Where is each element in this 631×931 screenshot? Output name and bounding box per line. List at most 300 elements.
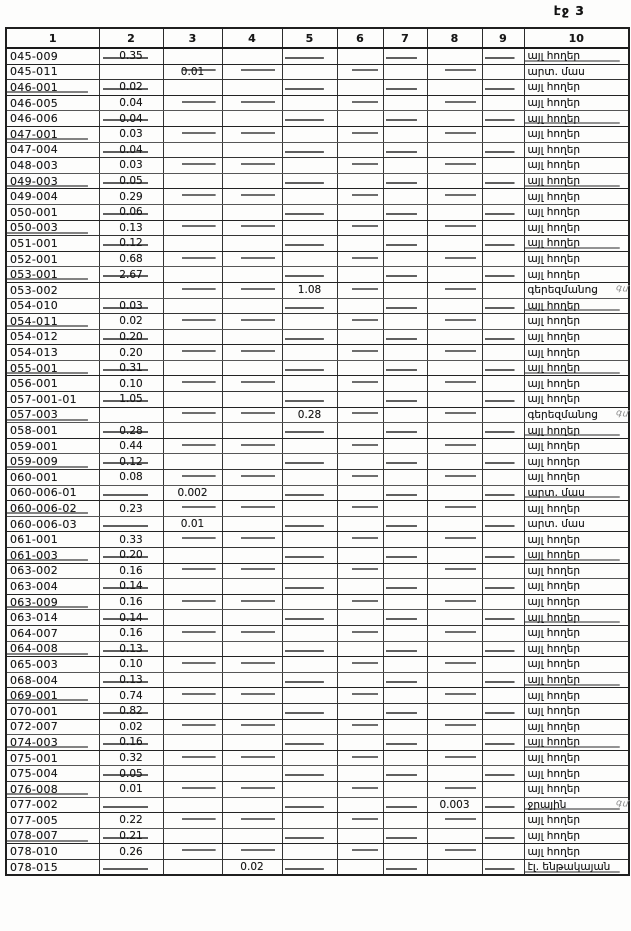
table-cell	[222, 781, 282, 797]
table-row	[6, 641, 629, 657]
table-header	[6, 28, 629, 48]
table-cell	[482, 267, 524, 283]
table-cell	[482, 48, 524, 64]
table-cell	[222, 282, 282, 298]
table-row	[6, 657, 629, 673]
table-cell	[99, 282, 163, 298]
table-cell: այլ հողեր	[524, 828, 629, 844]
table-cell	[163, 641, 222, 657]
table-cell: 076-008	[6, 781, 99, 797]
table-cell: 048-003	[6, 158, 99, 174]
table-cell	[282, 314, 337, 330]
table-cell	[222, 828, 282, 844]
table-row	[6, 126, 629, 142]
table-cell	[163, 813, 222, 829]
table-cell	[222, 516, 282, 532]
table-cell	[482, 126, 524, 142]
table-row	[6, 298, 629, 314]
table-row	[6, 142, 629, 158]
table-cell	[99, 64, 163, 80]
table-cell	[383, 470, 427, 486]
table-cell	[482, 392, 524, 408]
table-cell: այլ հողեր	[524, 314, 629, 330]
table-cell: այլ հողեր	[524, 95, 629, 111]
table-cell: 0.08	[99, 470, 163, 486]
table-cell: 0.33	[99, 532, 163, 548]
table-cell	[282, 548, 337, 564]
table-cell	[337, 594, 383, 610]
table-cell	[282, 454, 337, 470]
table-cell	[427, 672, 482, 688]
table-cell	[337, 329, 383, 345]
table-cell	[163, 267, 222, 283]
table-cell	[482, 625, 524, 641]
table-cell	[482, 516, 524, 532]
table-cell: այլ հողեր	[524, 298, 629, 314]
table-cell: գերեզմանոց	[524, 407, 629, 423]
table-cell	[427, 64, 482, 80]
table-cell	[482, 594, 524, 610]
table-cell	[482, 813, 524, 829]
table-cell: 064-008	[6, 641, 99, 657]
table-cell	[337, 797, 383, 813]
table-cell	[482, 563, 524, 579]
table-cell	[222, 80, 282, 96]
table-cell	[482, 189, 524, 205]
table-cell	[427, 376, 482, 392]
table-cell: այլ հողեր	[524, 236, 629, 252]
table-cell	[482, 345, 524, 361]
table-cell: 0.01	[163, 64, 222, 80]
table-cell	[383, 781, 427, 797]
table-row	[6, 80, 629, 96]
table-cell	[337, 204, 383, 220]
column-header: 2	[99, 28, 163, 48]
table-cell	[163, 719, 222, 735]
table-row	[6, 750, 629, 766]
table-cell	[427, 579, 482, 595]
table-cell	[482, 173, 524, 189]
table-cell	[427, 80, 482, 96]
table-cell	[222, 688, 282, 704]
table-cell	[282, 781, 337, 797]
table-cell	[383, 532, 427, 548]
table-cell	[383, 516, 427, 532]
table-cell	[337, 579, 383, 595]
table-cell	[427, 329, 482, 345]
table-cell	[99, 797, 163, 813]
table-cell: 069-001	[6, 688, 99, 704]
table-cell	[482, 672, 524, 688]
table-cell: 0.002	[163, 485, 222, 501]
table-cell	[383, 844, 427, 860]
table-cell	[222, 360, 282, 376]
table-cell	[163, 48, 222, 64]
table-cell: 047-001	[6, 126, 99, 142]
table-cell	[383, 688, 427, 704]
table-cell	[337, 142, 383, 158]
table-cell	[282, 80, 337, 96]
table-cell: 046-006	[6, 111, 99, 127]
table-cell	[222, 501, 282, 517]
table-cell	[222, 672, 282, 688]
table-cell	[99, 407, 163, 423]
table-cell	[383, 360, 427, 376]
table-cell: 0.28	[282, 407, 337, 423]
table-cell	[337, 657, 383, 673]
table-cell	[427, 501, 482, 517]
table-cell: այլ հողեր	[524, 641, 629, 657]
table-cell	[282, 267, 337, 283]
table-cell	[282, 844, 337, 860]
table-cell	[383, 719, 427, 735]
table-row	[6, 735, 629, 751]
table-cell	[337, 548, 383, 564]
table-cell	[383, 95, 427, 111]
table-cell	[383, 407, 427, 423]
table-cell	[482, 641, 524, 657]
table-cell	[383, 111, 427, 127]
table-cell	[337, 703, 383, 719]
table-cell	[383, 48, 427, 64]
table-cell	[163, 797, 222, 813]
table-cell	[163, 345, 222, 361]
table-cell	[427, 813, 482, 829]
table-row	[6, 438, 629, 454]
table-row	[6, 470, 629, 486]
table-cell: 063-009	[6, 594, 99, 610]
column-header: 9	[482, 28, 524, 48]
table-row	[6, 251, 629, 267]
table-cell: 054-013	[6, 345, 99, 361]
table-cell	[222, 657, 282, 673]
table-cell	[222, 454, 282, 470]
table-cell	[282, 766, 337, 782]
table-cell	[222, 813, 282, 829]
table-row	[6, 64, 629, 80]
table-cell	[337, 407, 383, 423]
table-cell: 0.02	[99, 719, 163, 735]
table-cell: 054-012	[6, 329, 99, 345]
table-cell: 0.23	[99, 501, 163, 517]
table-row	[6, 407, 629, 423]
table-cell	[282, 236, 337, 252]
table-cell	[337, 126, 383, 142]
table-cell	[222, 95, 282, 111]
column-header: 10	[524, 28, 629, 48]
table-cell	[282, 750, 337, 766]
table-cell	[383, 548, 427, 564]
table-cell: այլ հողեր	[524, 454, 629, 470]
table-cell: 047-004	[6, 142, 99, 158]
table-cell: այլ հողեր	[524, 766, 629, 782]
table-cell	[482, 111, 524, 127]
table-cell	[222, 204, 282, 220]
table-cell	[383, 267, 427, 283]
column-header: 7	[383, 28, 427, 48]
table-cell	[337, 781, 383, 797]
table-cell	[427, 204, 482, 220]
table-cell	[427, 142, 482, 158]
column-header: 3	[163, 28, 222, 48]
table-cell	[99, 859, 163, 875]
table-cell: 078-015	[6, 859, 99, 875]
table-cell	[383, 173, 427, 189]
table-cell	[337, 345, 383, 361]
table-row	[6, 781, 629, 797]
table-cell: 059-001	[6, 438, 99, 454]
table-cell: այլ հողեր	[524, 376, 629, 392]
table-cell	[482, 532, 524, 548]
table-cell	[383, 828, 427, 844]
table-cell	[337, 360, 383, 376]
table-cell	[427, 532, 482, 548]
table-cell: 0.03	[99, 298, 163, 314]
table-cell	[222, 735, 282, 751]
table-row	[6, 454, 629, 470]
table-cell	[282, 64, 337, 80]
table-cell	[427, 828, 482, 844]
table-row	[6, 314, 629, 330]
table-cell	[337, 282, 383, 298]
table-cell	[163, 548, 222, 564]
table-cell	[482, 750, 524, 766]
table-cell	[427, 844, 482, 860]
table-cell	[222, 797, 282, 813]
table-row	[6, 813, 629, 829]
table-cell: 0.01	[99, 781, 163, 797]
table-cell: այլ հողեր	[524, 267, 629, 283]
table-cell	[163, 828, 222, 844]
table-cell	[427, 360, 482, 376]
table-cell: այլ հողեր	[524, 501, 629, 517]
table-cell	[427, 189, 482, 205]
table-cell	[282, 688, 337, 704]
table-cell	[282, 563, 337, 579]
table-cell	[482, 688, 524, 704]
table-cell	[383, 142, 427, 158]
table-cell	[163, 407, 222, 423]
table-cell	[163, 625, 222, 641]
table-cell: էլ. ենթակայան	[524, 859, 629, 875]
table-cell	[482, 220, 524, 236]
table-cell: այլ հողեր	[524, 329, 629, 345]
table-cell	[383, 126, 427, 142]
table-cell: 0.05	[99, 173, 163, 189]
table-cell: այլ հողեր	[524, 688, 629, 704]
table-cell: 074-003	[6, 735, 99, 751]
table-cell	[222, 111, 282, 127]
table-cell	[383, 625, 427, 641]
table-cell	[222, 345, 282, 361]
table-cell: 0.14	[99, 610, 163, 626]
table-cell: այլ հողեր	[524, 610, 629, 626]
table-cell	[482, 454, 524, 470]
table-cell	[337, 267, 383, 283]
table-cell: 0.06	[99, 204, 163, 220]
table-cell: այլ հողեր	[524, 423, 629, 439]
table-cell	[282, 594, 337, 610]
table-cell	[163, 781, 222, 797]
table-cell	[222, 703, 282, 719]
table-cell: այլ հողեր	[524, 470, 629, 486]
table-cell	[282, 641, 337, 657]
table-cell	[337, 251, 383, 267]
table-cell	[427, 641, 482, 657]
table-cell: 0.13	[99, 641, 163, 657]
table-cell	[222, 750, 282, 766]
table-cell	[383, 345, 427, 361]
table-row	[6, 797, 629, 813]
table-cell	[337, 859, 383, 875]
table-row	[6, 282, 629, 298]
table-cell	[427, 735, 482, 751]
table-cell	[337, 672, 383, 688]
table-cell	[163, 532, 222, 548]
table-cell	[163, 703, 222, 719]
table-cell: 2.67	[99, 267, 163, 283]
table-cell	[282, 438, 337, 454]
table-row	[6, 766, 629, 782]
table-cell	[383, 220, 427, 236]
table-cell	[163, 672, 222, 688]
table-cell	[383, 672, 427, 688]
table-cell	[383, 80, 427, 96]
table-row	[6, 360, 629, 376]
table-cell: 0.04	[99, 95, 163, 111]
table-cell: 0.13	[99, 672, 163, 688]
table-cell	[163, 735, 222, 751]
table-cell	[282, 859, 337, 875]
table-cell	[482, 142, 524, 158]
table-cell: 0.16	[99, 735, 163, 751]
table-cell: այլ հողեր	[524, 548, 629, 564]
table-cell	[337, 423, 383, 439]
table-cell	[427, 392, 482, 408]
table-cell	[383, 641, 427, 657]
table-cell	[282, 828, 337, 844]
table-cell: այլ հողեր	[524, 563, 629, 579]
table-cell	[482, 251, 524, 267]
table-cell	[337, 828, 383, 844]
table-cell	[427, 766, 482, 782]
table-cell	[163, 766, 222, 782]
table-cell	[427, 719, 482, 735]
table-cell	[222, 407, 282, 423]
table-cell	[222, 298, 282, 314]
table-cell	[383, 236, 427, 252]
table-cell	[282, 672, 337, 688]
table-cell: արտ. մաս	[524, 64, 629, 80]
table-cell	[282, 345, 337, 361]
table-cell	[222, 423, 282, 439]
table-cell	[282, 142, 337, 158]
table-row	[6, 485, 629, 501]
table-cell: 050-003	[6, 220, 99, 236]
table-cell	[383, 766, 427, 782]
table-cell: 0.22	[99, 813, 163, 829]
table-cell	[337, 236, 383, 252]
table-cell	[427, 485, 482, 501]
table-row	[6, 579, 629, 595]
table-cell: 078-010	[6, 844, 99, 860]
table-cell: 0.74	[99, 688, 163, 704]
table-cell	[222, 236, 282, 252]
table-cell	[337, 610, 383, 626]
table-cell	[482, 438, 524, 454]
table-row	[6, 594, 629, 610]
table-cell	[163, 438, 222, 454]
table-cell	[482, 298, 524, 314]
table-cell: 049-003	[6, 173, 99, 189]
table-cell: այլ հողեր	[524, 189, 629, 205]
table-cell: 0.02	[99, 314, 163, 330]
table-cell	[482, 703, 524, 719]
table-cell	[383, 454, 427, 470]
table-cell: 068-004	[6, 672, 99, 688]
table-cell	[337, 470, 383, 486]
table-cell	[337, 392, 383, 408]
table-cell: այլ հողեր	[524, 204, 629, 220]
table-cell	[222, 158, 282, 174]
table-cell	[482, 282, 524, 298]
table-cell	[222, 251, 282, 267]
table-cell: 0.16	[99, 594, 163, 610]
table-row	[6, 376, 629, 392]
table-cell	[163, 282, 222, 298]
table-cell	[427, 859, 482, 875]
table-cell	[383, 376, 427, 392]
table-cell	[427, 594, 482, 610]
table-cell: 059-009	[6, 454, 99, 470]
table-cell	[282, 220, 337, 236]
table-cell: 065-003	[6, 657, 99, 673]
table-cell	[427, 236, 482, 252]
table-cell	[482, 735, 524, 751]
column-header: 5	[282, 28, 337, 48]
table-cell	[427, 407, 482, 423]
table-row	[6, 828, 629, 844]
table-cell	[337, 173, 383, 189]
table-cell	[427, 470, 482, 486]
table-cell	[482, 95, 524, 111]
table-cell	[482, 470, 524, 486]
table-cell	[383, 423, 427, 439]
table-cell: 0.29	[99, 189, 163, 205]
table-cell: այլ հողեր	[524, 532, 629, 548]
table-cell: 045-009	[6, 48, 99, 64]
table-cell: 075-004	[6, 766, 99, 782]
table-cell: 0.03	[99, 158, 163, 174]
table-cell	[222, 438, 282, 454]
table-cell: 1.08	[282, 282, 337, 298]
table-row	[6, 329, 629, 345]
table-cell	[337, 314, 383, 330]
table-cell	[482, 844, 524, 860]
table-cell	[282, 48, 337, 64]
table-cell	[99, 485, 163, 501]
table-cell	[337, 532, 383, 548]
table-cell	[163, 95, 222, 111]
table-cell: 1.05	[99, 392, 163, 408]
table-cell	[482, 657, 524, 673]
table-cell	[282, 532, 337, 548]
table-cell	[282, 579, 337, 595]
table-cell	[427, 48, 482, 64]
table-cell	[222, 329, 282, 345]
table-cell: այլ հողեր	[524, 657, 629, 673]
table-cell	[482, 158, 524, 174]
